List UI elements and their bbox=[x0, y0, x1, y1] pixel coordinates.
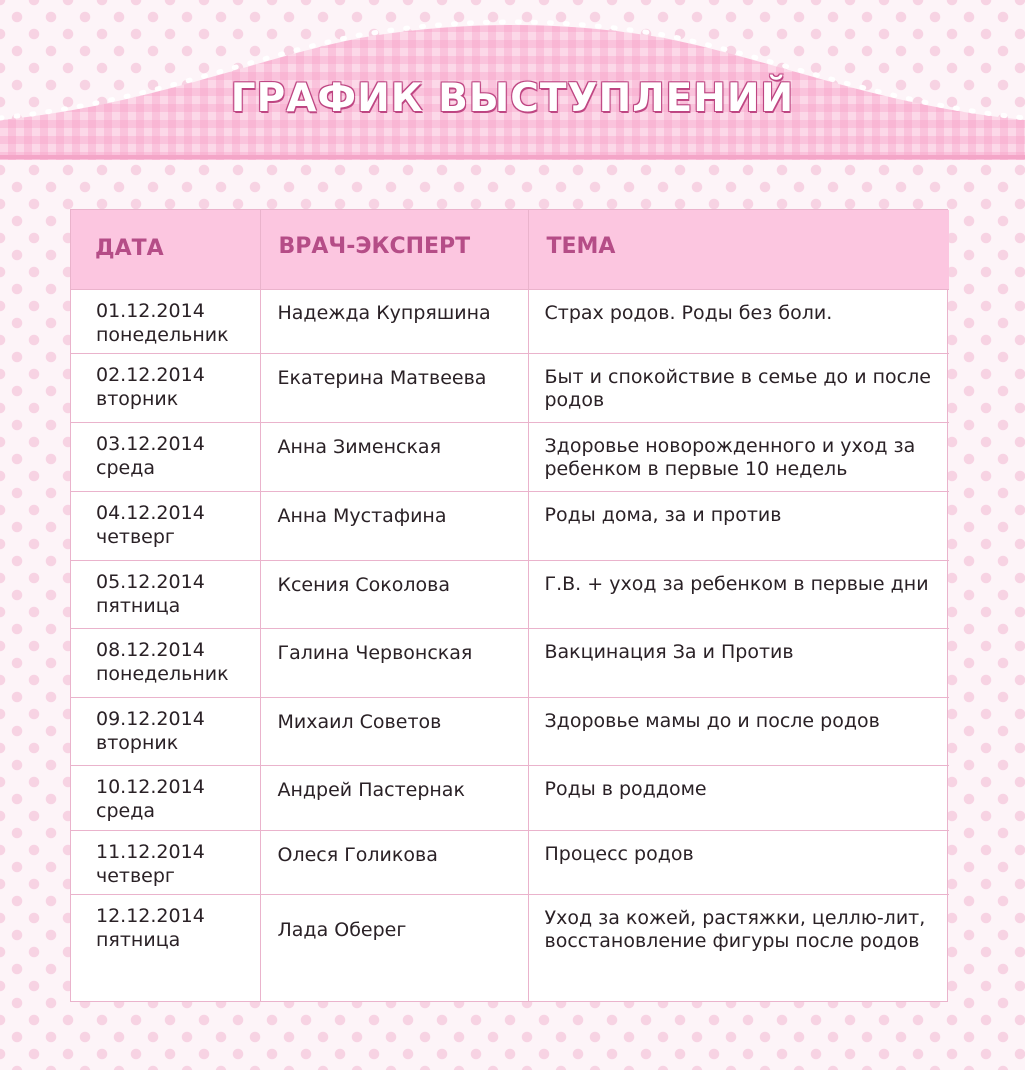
column-header-date: ДАТА bbox=[71, 210, 260, 289]
date-cell bbox=[71, 289, 260, 353]
doctor-cell: Андрей Пастернак bbox=[260, 765, 528, 830]
column-header-topic: ТЕМА bbox=[528, 210, 949, 289]
table-row bbox=[71, 422, 949, 491]
topic-cell: Уход за кожей, растяжки, целлю-лит, восстановление фигуры после родов bbox=[528, 894, 949, 1001]
column-header-doctor: ВРАЧ-ЭКСПЕРТ bbox=[260, 210, 528, 289]
topic-cell: Роды дома, за и против bbox=[528, 491, 949, 560]
date-value: 09.12.2014 bbox=[96, 707, 205, 730]
weekday-value: понедельник bbox=[96, 323, 229, 346]
doctor-cell: Екатерина Матвеева bbox=[260, 353, 528, 422]
topic-cell: Роды в роддоме bbox=[528, 765, 949, 830]
weekday-value: пятница bbox=[96, 594, 181, 617]
topic-cell: Быт и спокойствие в семье до и после родов bbox=[528, 353, 949, 422]
date-value: 11.12.2014 bbox=[96, 840, 205, 863]
date-value: 10.12.2014 bbox=[96, 775, 205, 798]
table-row bbox=[71, 353, 949, 422]
date-value: 08.12.2014 bbox=[96, 638, 205, 661]
topic-cell: Процесс родов bbox=[528, 830, 949, 894]
weekday-value: четверг bbox=[96, 525, 175, 548]
topic-cell: Страх родов. Роды без боли. bbox=[528, 289, 949, 353]
table-row bbox=[71, 289, 949, 353]
date-cell bbox=[71, 894, 260, 1001]
topic-cell: Здоровье новорожденного и уход за ребенком в первые 10 недель bbox=[528, 422, 949, 491]
topic-cell: Здоровье мамы до и после родов bbox=[528, 697, 949, 765]
doctor-cell: Ксения Соколова bbox=[260, 560, 528, 628]
weekday-value: понедельник bbox=[96, 662, 229, 685]
date-cell bbox=[71, 422, 260, 491]
weekday-value: четверг bbox=[96, 864, 175, 887]
doctor-cell: Лада Оберег bbox=[260, 894, 528, 1001]
weekday-value: среда bbox=[96, 799, 155, 822]
weekday-value: вторник bbox=[96, 387, 179, 410]
header-banner bbox=[0, 0, 1025, 165]
table-row bbox=[71, 830, 949, 894]
date-cell bbox=[71, 628, 260, 697]
date-cell bbox=[71, 765, 260, 830]
date-value: 02.12.2014 bbox=[96, 363, 205, 386]
date-cell bbox=[71, 697, 260, 765]
page-title: ГРАФИК ВЫСТУПЛЕНИЙ bbox=[230, 76, 795, 121]
topic-cell: Г.В. + уход за ребенком в первые дни bbox=[528, 560, 949, 628]
doctor-cell: Анна Зименская bbox=[260, 422, 528, 491]
table-row bbox=[71, 894, 949, 1001]
weekday-value: пятница bbox=[96, 928, 181, 951]
date-cell bbox=[71, 353, 260, 422]
schedule-table bbox=[70, 209, 948, 1002]
date-value: 01.12.2014 bbox=[96, 299, 205, 322]
doctor-cell: Олеся Голикова bbox=[260, 830, 528, 894]
table-row bbox=[71, 491, 949, 560]
table-header-row bbox=[71, 210, 949, 289]
weekday-value: вторник bbox=[96, 731, 179, 754]
date-cell bbox=[71, 491, 260, 560]
table-row bbox=[71, 697, 949, 765]
date-cell bbox=[71, 830, 260, 894]
doctor-cell: Надежда Купряшина bbox=[260, 289, 528, 353]
date-value: 05.12.2014 bbox=[96, 570, 205, 593]
date-value: 04.12.2014 bbox=[96, 501, 205, 524]
topic-cell: Вакцинация За и Против bbox=[528, 628, 949, 697]
doctor-cell: Галина Червонская bbox=[260, 628, 528, 697]
weekday-value: среда bbox=[96, 456, 155, 479]
date-value: 03.12.2014 bbox=[96, 432, 205, 455]
date-value: 12.12.2014 bbox=[96, 904, 205, 927]
doctor-cell: Анна Мустафина bbox=[260, 491, 528, 560]
table-row bbox=[71, 628, 949, 697]
table-row bbox=[71, 560, 949, 628]
table-row bbox=[71, 765, 949, 830]
doctor-cell: Михаил Советов bbox=[260, 697, 528, 765]
date-cell bbox=[71, 560, 260, 628]
